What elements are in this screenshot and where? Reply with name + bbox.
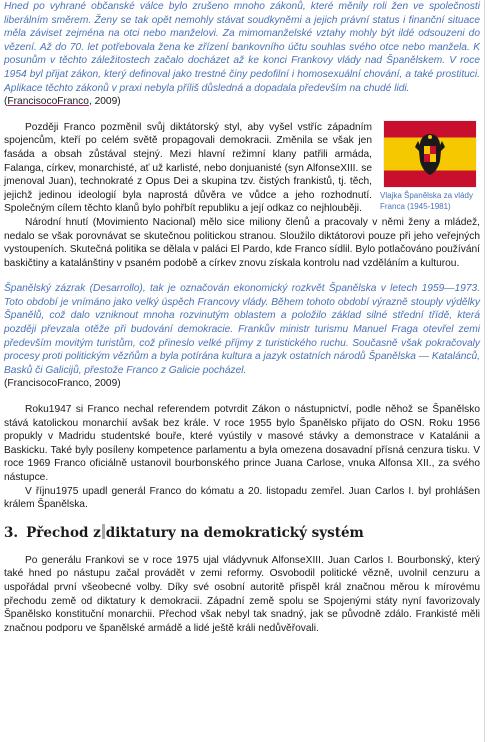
section-number: 3. <box>4 524 19 541</box>
flag-of-spain-franco-image <box>384 121 476 187</box>
paragraph-succession: Roku1947 si Franco nechal referendem potvrdit Zákon o nástupnictví, podle něhož se Španělsko stává katolickou monarchií avšak bez krále. V roce 1955 bylo Španělsko přijato do OSN. Roku 1956 propukly v Madridu studentské bouře, které vyústily v masové stávky a demonstrace v Katalánii a Baskicku. Také byly posíleny kompetence parlamentu a byla omezena dosavadní přísná cenzura tisku. V roce 1969 Franco oficiálně ustanovil bourbonského prince Juana Carlose, vnuka Alfonsa XII., za svého nástupce. <box>4 404 480 483</box>
paragraph-franco-style: Později Franco pozměnil svůj diktátorský styl, aby vyšel vstříc západním spojencům, kteří po celém světě propagovali demokracii. Změnila se však jen fasáda a obsah zůstával stejný. Mezi hlavní režimní klany patřili armáda, Falanga, církev, monarchisté, ať už karlisté, nebo donjuanisté (syn AlfonseXIII. se jmenoval Juan), technokraté z Opus Dei a skupina tzv. čistých frankistů, tj. těch, jejichž jedinou ideologií byla naprostá důvěra ve vůdce a jeho rozhodnutí. Společným cílem těchto klanů bylo pohřbít republiku a její odkaz co nejhlouběji. <box>4 121 372 215</box>
paragraph-transition: Po generálu Frankovi se v roce 1975 ujal vládyvnuk AlfonseXIII. Juan Carlos I. Bourbonský, který také hned po nástupu začal provádět v zemi reformy. Osvobodil politické vězně, uvolnil cenzuru a uspořádal první všeobecné volby. Díky své osobní autoritě přispěl král značnou měrou k mírovému přechodu země od diktatury k demokracii. Západní země spolu se Spojenými státy nyní favorizovaly Španělsko konstituční monarchii. Přechod však nebyl tak snadný, jak se původně zdálo. Frankisté měli značnou podporu ve španělské armádě a lidé ještě králi nedůvěřovali. <box>4 554 480 634</box>
paragraph-national-movement: Národní hnutí (Movimiento Nacional) mělo sice miliony členů a pracovaly v němi ženy a mládež, nedalo se však porovnávat se skutečnou politickou stranou. Sloužilo diktátorovi pouze při jeho veřejných vystoupeních. Skutečná politika se dělala v paláci El Pardo, kde Franco sídlil. Bylo potlačováno používání baskičtiny a katalánštiny v psaném podobě a církev znovu získala kontrolu nad vzděláním a kulturou. <box>4 216 480 269</box>
text-cursor <box>102 524 105 539</box>
citation-source: FrancisocoFranco <box>7 96 89 108</box>
block-quote-spanish-miracle: Španělský zázrak (Desarrollo), tak je označován ekonomický rozkvět Španělska v letech 1959—1973. Toto období je vnímáno jako velký úspěch Francovy vlády. Během tohoto období výrazně stouply výdělky Španělů, což dalo vzniknout mnoha rozvinutým oblastem a položilo základ silné střední třídě, která později převzala otěže při budování demokracie. Frankův ministr turismu Manuel Fraga otevřel zemi především movitým turistům, což přineslo velké příjmy z turistického ruchu. Současně však pokračovaly procesy proti politickým vězňům a byla potírána kultura a jazyk ostatních národů Španělska — Katalánců, Basků či Galicijů, přestože Franco z Galicie pocházel. <box>4 283 480 376</box>
paragraph-franco-death: V říjnu1975 upadl generál Franco do kómatu a 20. listopadu zemřel. Juan Carlos I. byl prohlášen králem Španělska. <box>4 485 480 511</box>
section-heading <box>4 524 480 542</box>
block-quote-women-rights: Hned po vyhrané občanské válce bylo zrušeno mnoho zákonů, které měnily roli žen ve společnosti liberálním směrem. Ženy se tak opět nemohly stávat soudkyněmi a jejich právní status i finanční situace měla záviset zejména na otci nebo manželovi. Za mimomanželské vztahy mohly být ildé odsouzeni do vězení. Až do 70. let potřebovala žena ke zřízení bankovního účtu souhlas svého otce nebo manžela. K posunům v těchto záležitostech začalo docházet až ke konci Frankovy vlády nad Španělskem. V roce 1954 byl přijat zákon, který definoval jako trestné činy pedofilní i homosexuální chování, a také prostituci. Aplikace těchto zákonů v praxi nebyla příliš důsledná a dopadala především na chudé lidi. <box>4 1 480 94</box>
figure-flag <box>380 121 480 212</box>
figure-caption: Vlajka Španělska za vlády Franca (1945-1981) <box>380 190 473 211</box>
citation: (FrancisocoFranco, 2009) <box>4 96 121 108</box>
eagle-coat-of-arms-icon <box>414 131 446 177</box>
section-title-part-2: diktatury na demokratický systém <box>105 524 364 541</box>
document-body <box>4 0 480 635</box>
section-title-part-1: Přechod z <box>26 524 101 541</box>
citation-2: (FrancisocoFranco, 2009) <box>4 378 121 390</box>
